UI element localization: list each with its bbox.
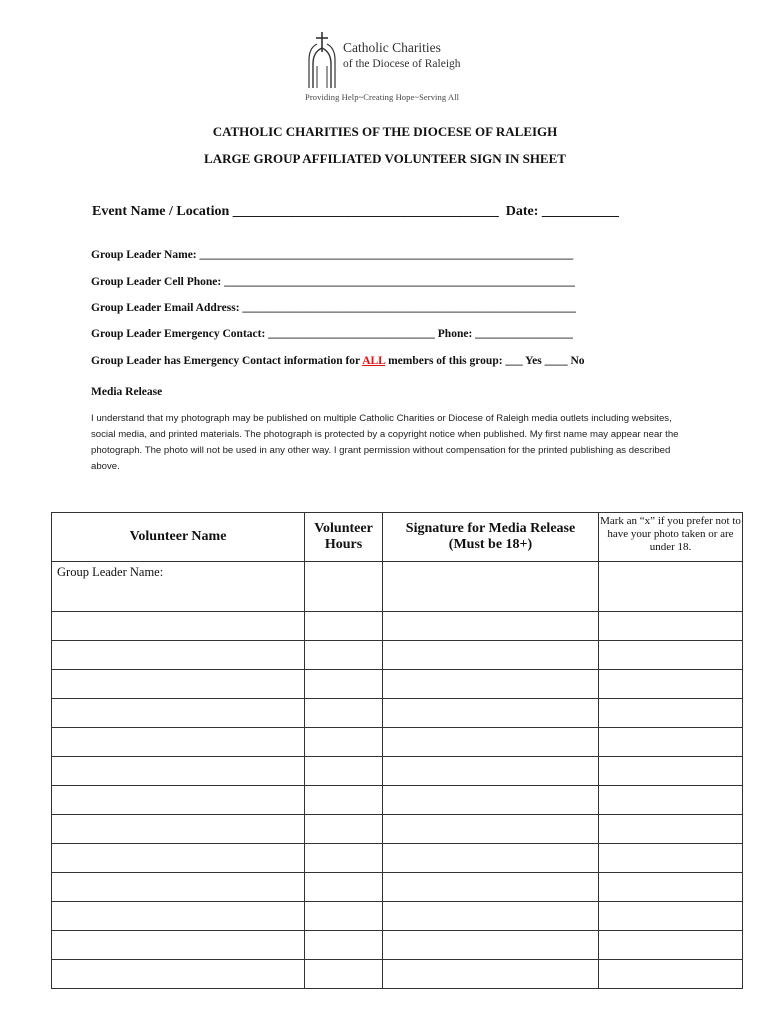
emergency-info-question[interactable]	[91, 355, 585, 367]
leader-cell-field[interactable]: Group Leader Cell Phone: _____________________________________________________________	[91, 276, 575, 288]
name-cell[interactable]	[52, 815, 305, 844]
photo-optout-cell[interactable]	[599, 815, 743, 844]
page-subtitle: LARGE GROUP AFFILIATED VOLUNTEER SIGN IN SHEET	[204, 151, 566, 166]
photo-optout-cell[interactable]	[599, 670, 743, 699]
photo-optout-cell[interactable]	[599, 757, 743, 786]
photo-optout-cell[interactable]	[599, 728, 743, 757]
header-hours-line2: Hours	[324, 537, 363, 552]
table-row	[52, 699, 743, 728]
photo-optout-cell[interactable]	[599, 873, 743, 902]
header-photo-optout: Mark an “x” if you prefer not to have your photo taken or are under 18.	[599, 513, 743, 562]
page-title: CATHOLIC CHARITIES OF THE DIOCESE OF RALEIGH	[212, 124, 558, 139]
signature-cell[interactable]	[383, 931, 599, 960]
name-cell[interactable]	[52, 902, 305, 931]
table-row	[52, 902, 743, 931]
signature-cell[interactable]	[383, 641, 599, 670]
table-row	[52, 641, 743, 670]
table-row	[52, 815, 743, 844]
name-cell[interactable]	[52, 699, 305, 728]
name-cell[interactable]	[52, 641, 305, 670]
leader-email-field[interactable]: Group Leader Email Address: __________________________________________________________	[91, 302, 576, 314]
hours-cell[interactable]	[305, 728, 383, 757]
name-cell[interactable]	[52, 728, 305, 757]
cross-door-icon	[305, 30, 341, 92]
hours-cell[interactable]	[305, 641, 383, 670]
name-cell[interactable]	[52, 757, 305, 786]
leader-name-cell[interactable]	[52, 562, 305, 612]
emergency-info-all: ALL	[362, 355, 386, 367]
volunteer-table	[51, 512, 743, 989]
hours-cell[interactable]	[305, 844, 383, 873]
signature-cell[interactable]	[383, 757, 599, 786]
table-row	[52, 931, 743, 960]
header-signature-line2: (Must be 18+)	[448, 537, 533, 552]
date-label: Date:	[505, 204, 539, 219]
name-cell[interactable]	[52, 960, 305, 989]
table-row-leader	[52, 562, 743, 612]
signature-cell[interactable]	[383, 815, 599, 844]
signature-cell[interactable]	[383, 728, 599, 757]
table-row	[52, 844, 743, 873]
table-row	[52, 612, 743, 641]
photo-optout-cell[interactable]	[599, 786, 743, 815]
hours-cell[interactable]	[305, 670, 383, 699]
signature-cell[interactable]	[383, 612, 599, 641]
signature-cell[interactable]	[383, 873, 599, 902]
header-volunteer-name: Volunteer Name	[52, 513, 305, 562]
hours-cell[interactable]	[305, 612, 383, 641]
photo-optout-cell[interactable]	[599, 960, 743, 989]
header-volunteer-hours	[305, 513, 383, 562]
media-release-text: I understand that my photograph may be published on multiple Catholic Charities or Diocese of Raleigh media outlets including websites, social media, and printed materials. The photograph is protected by a copyright notice when published. My first name may appear near the photograph. The photo will not be used in any other way. I grant permission without compensation for the printed publishing as described above.	[91, 413, 679, 472]
photo-optout-cell[interactable]	[599, 562, 743, 612]
name-cell[interactable]	[52, 786, 305, 815]
signature-cell[interactable]	[383, 844, 599, 873]
emergency-info-pre: Group Leader has Emergency Contact information for	[91, 355, 363, 367]
name-cell[interactable]	[52, 844, 305, 873]
name-cell[interactable]	[52, 873, 305, 902]
event-line	[92, 204, 619, 220]
table-row	[52, 873, 743, 902]
hours-cell[interactable]	[305, 960, 383, 989]
photo-optout-cell[interactable]	[599, 931, 743, 960]
leader-row-label: Group Leader Name:	[57, 565, 164, 579]
hours-cell[interactable]	[305, 873, 383, 902]
media-release-title: Media Release	[91, 386, 163, 398]
table-header-row	[52, 513, 743, 562]
event-name-field[interactable]: ______________________________________	[232, 204, 499, 219]
table-row	[52, 960, 743, 989]
date-field[interactable]: ___________	[541, 204, 619, 219]
name-cell[interactable]	[52, 612, 305, 641]
org-tagline: Providing Help~Creating Hope~Serving All	[305, 92, 460, 102]
photo-optout-cell[interactable]	[599, 612, 743, 641]
photo-optout-cell[interactable]	[599, 641, 743, 670]
table-row	[52, 786, 743, 815]
name-cell[interactable]	[52, 670, 305, 699]
signature-cell[interactable]	[383, 670, 599, 699]
hours-cell[interactable]	[305, 931, 383, 960]
emergency-info-post: members of this group: ___ Yes ____ No	[385, 355, 585, 367]
name-cell[interactable]	[52, 931, 305, 960]
table-row	[52, 728, 743, 757]
leader-name-field[interactable]: Group Leader Name: _________________________________________________________________	[91, 249, 574, 261]
hours-cell[interactable]	[305, 757, 383, 786]
org-name-line1: Catholic Charities	[343, 40, 441, 55]
header-hours-line1: Volunteer	[314, 521, 373, 536]
signature-cell[interactable]	[383, 786, 599, 815]
table-row	[52, 670, 743, 699]
hours-cell[interactable]	[305, 815, 383, 844]
signature-cell[interactable]	[383, 699, 599, 728]
org-name-line2: of the Diocese of Raleigh	[343, 58, 461, 70]
signature-cell[interactable]	[383, 960, 599, 989]
header-signature	[383, 513, 599, 562]
header-signature-line1: Signature for Media Release	[405, 521, 576, 536]
table-row	[52, 757, 743, 786]
hours-cell[interactable]	[305, 902, 383, 931]
org-logo	[305, 30, 475, 110]
signature-cell[interactable]	[383, 562, 599, 612]
photo-optout-cell[interactable]	[599, 844, 743, 873]
signature-cell[interactable]	[383, 902, 599, 931]
hours-cell[interactable]	[305, 562, 383, 612]
hours-cell[interactable]	[305, 786, 383, 815]
hours-cell[interactable]	[305, 699, 383, 728]
leader-emergency-field[interactable]: Group Leader Emergency Contact: _____________________________ Phone: _________________	[91, 328, 573, 340]
event-label: Event Name / Location	[92, 204, 230, 219]
photo-optout-cell[interactable]	[599, 902, 743, 931]
photo-optout-cell[interactable]	[599, 699, 743, 728]
